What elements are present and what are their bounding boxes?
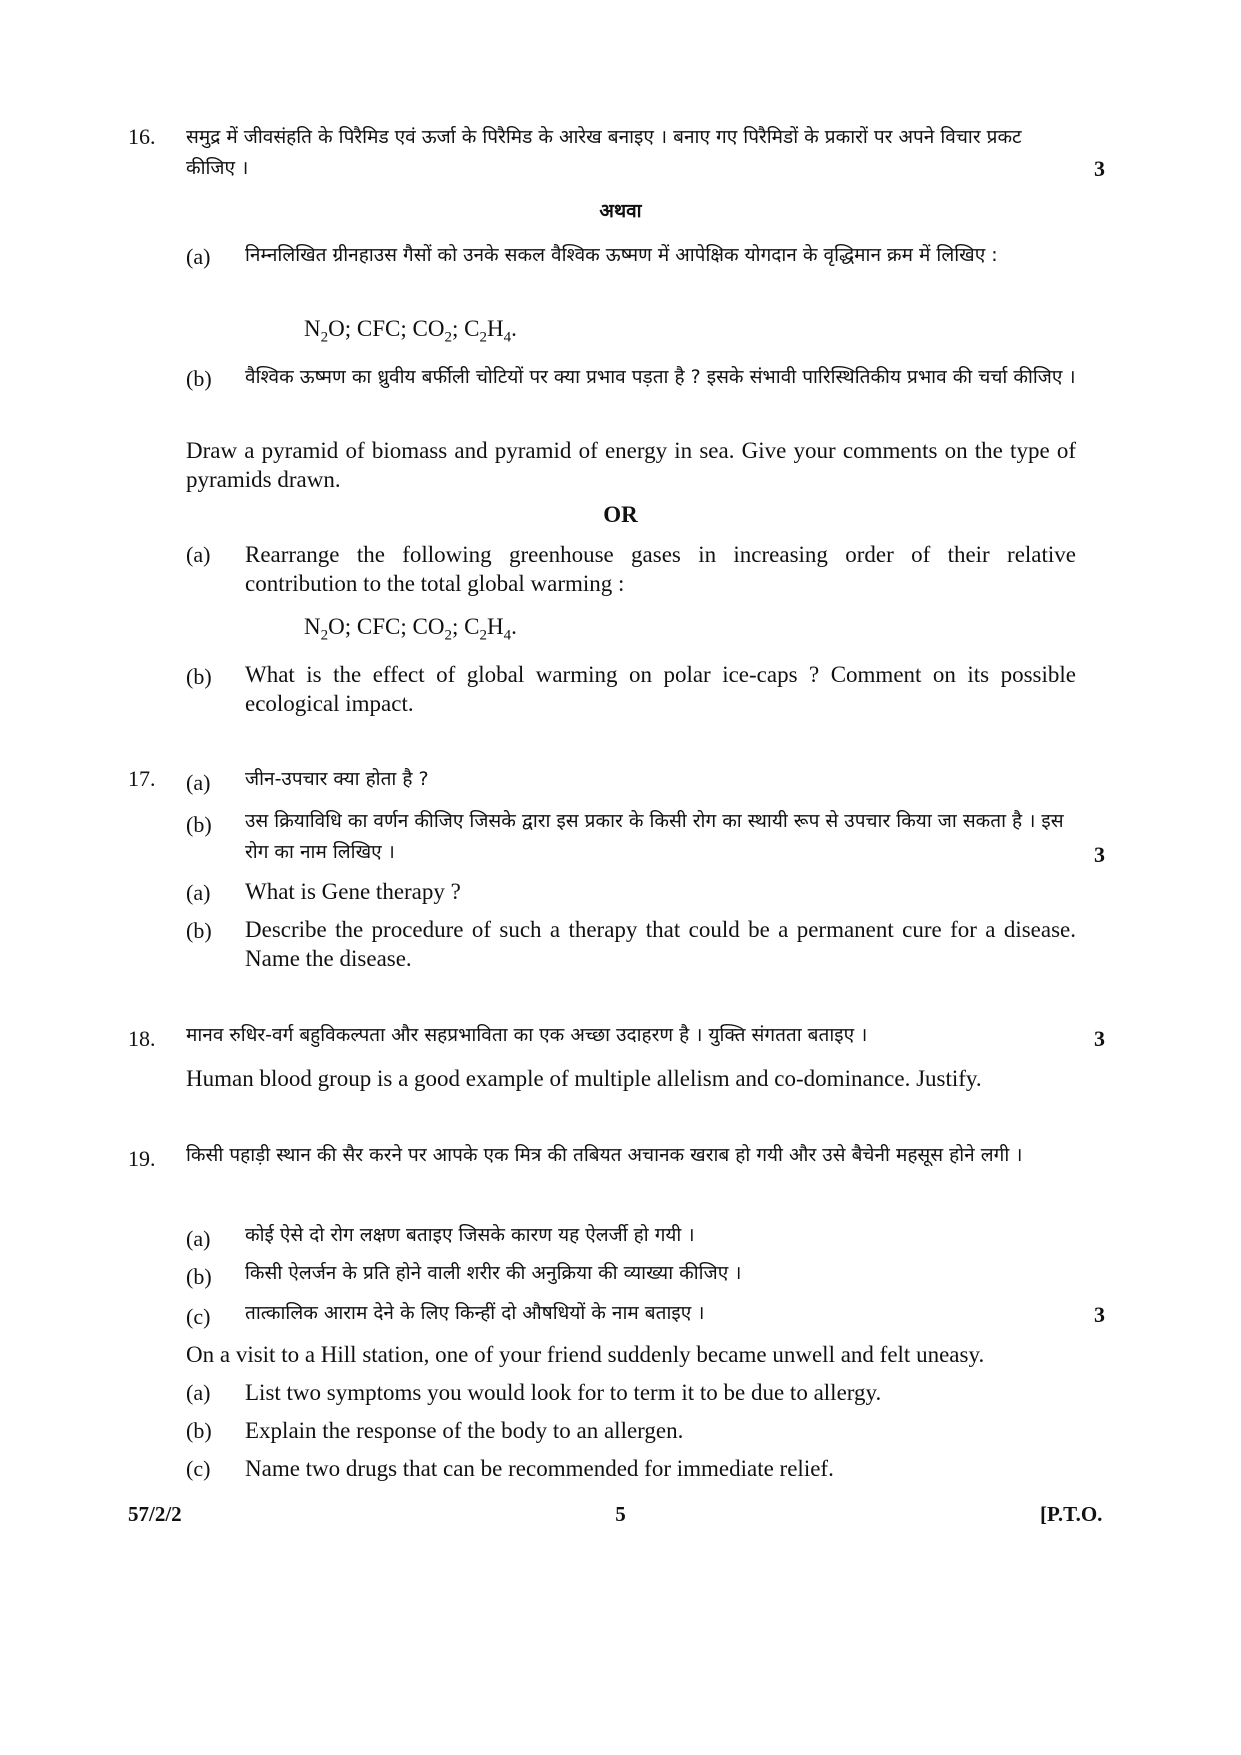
option-text-english: Describe the procedure of such a therapy that could be a permanent cure for a disease. Name the disease.	[245, 917, 1076, 971]
formula-part: .	[511, 614, 517, 639]
option-text-english: List two symptoms you would look for to term it to be due to allergy.	[245, 1380, 882, 1405]
formula-subscript: 4	[503, 329, 512, 346]
option-text-hindi: जीन-उपचार क्या होता है ?	[245, 768, 429, 790]
option-text-hindi: किसी ऐलर्जन के प्रति होने वाली शरीर की अनुक्रिया की व्याख्या कीजिए ।	[245, 1262, 742, 1284]
option-label: (a)	[186, 542, 211, 567]
option-text-english: Rearrange the following greenhouse gases in increasing order of their relative contribution to the total global warming :	[245, 542, 1076, 596]
page-number: 5	[615, 1502, 626, 1526]
option-label: (c)	[186, 1456, 211, 1481]
formula-part: .	[511, 316, 517, 341]
formula-part: O; CFC; CO	[328, 614, 445, 639]
question-number: 18.	[128, 1026, 156, 1051]
formula-part: ; C	[451, 614, 480, 639]
marks: 3	[1094, 1302, 1105, 1327]
question-number: 19.	[128, 1146, 156, 1171]
option-text-hindi: वैश्विक ऊष्मण का ध्रुवीय बर्फीली चोटियों पर क्या प्रभाव पड़ता है ? इसके संभावी पारिस्थितिकीय प्रभाव की चर्चा कीजिए ।	[245, 366, 1076, 388]
option-text-hindi: तात्कालिक आराम देने के लिए किन्हीं दो औषधियों के नाम बताइए ।	[245, 1302, 705, 1324]
formula-part: H	[486, 316, 504, 341]
option-label: (b)	[186, 1264, 212, 1289]
option-label: (a)	[186, 244, 211, 269]
formula-part: O; CFC; CO	[328, 316, 445, 341]
option-label: (a)	[186, 1380, 211, 1405]
or-divider-hindi: अथवा	[599, 200, 642, 222]
question-text-english: On a visit to a Hill station, one of your friend suddenly became unwell and felt uneasy.	[186, 1342, 985, 1367]
option-label: (b)	[186, 812, 212, 837]
paper-code: 57/2/2	[128, 1502, 182, 1526]
formula-part: H	[486, 614, 504, 639]
formula-subscript: 2	[320, 329, 329, 346]
question-text-hindi: समुद्र में जीवसंहति के पिरैमिड एवं ऊर्जा के पिरैमिड के आरेख बनाइए । बनाए गए पिरैमिडों के प्रकारों पर अपने विचार प्रकट कीजिए ।	[186, 126, 1022, 179]
option-text-hindi: उस क्रियाविधि का वर्णन कीजिए जिसके द्वारा इस प्रकार के किसी रोग का स्थायी रूप से उपचार किया जा सकता है । इस रोग का नाम लिखिए ।	[245, 810, 1064, 863]
formula-subscript: 2	[444, 627, 452, 644]
option-text-hindi: निम्नलिखित ग्रीनहाउस गैसों को उनके सकल वैश्विक ऊष्मण में आपेक्षिक योगदान के वृद्धिमान क्रम में लिखिए :	[245, 244, 998, 266]
option-text-english: What is Gene therapy ?	[245, 879, 461, 904]
formula-subscript: 2	[444, 329, 452, 346]
option-text-english: Name two drugs that can be recommended for immediate relief.	[245, 1456, 834, 1481]
question-text-english: Human blood group is a good example of multiple allelism and co-dominance. Justify.	[186, 1066, 982, 1091]
option-label: (a)	[186, 770, 211, 795]
option-text-english: What is the effect of global warming on polar ice-caps ? Comment on its possible ecological impact.	[245, 662, 1076, 716]
formula-subscript: 2	[479, 329, 487, 346]
question-number: 16.	[128, 124, 156, 149]
formula-subscript: 2	[320, 627, 329, 644]
option-label: (b)	[186, 366, 212, 391]
option-label: (b)	[186, 918, 212, 943]
option-text-english: Explain the response of the body to an allergen.	[245, 1418, 684, 1443]
option-label: (c)	[186, 1304, 211, 1329]
formula-subscript: 2	[479, 627, 487, 644]
question-text-hindi: मानव रुधिर-वर्ग बहुविकल्पता और सहप्रभाविता का एक अच्छा उदाहरण है । युक्ति संगतता बताइए ।	[186, 1024, 868, 1046]
pto-label: [P.T.O.	[1040, 1502, 1103, 1526]
formula-part: N	[304, 614, 321, 639]
question-text-hindi: किसी पहाड़ी स्थान की सैर करने पर आपके एक मित्र की तबियत अचानक खराब हो गयी और उसे बैचेनी महसूस होने लगी ।	[186, 1144, 1023, 1166]
option-text-hindi: कोई ऐसे दो रोग लक्षण बताइए जिसके कारण यह ऐलर्जी हो गयी ।	[245, 1224, 695, 1246]
question-number: 17.	[128, 766, 156, 791]
option-label: (a)	[186, 880, 211, 905]
greenhouse-gas-formula	[304, 614, 517, 645]
question-text-english: Draw a pyramid of biomass and pyramid of energy in sea. Give your comments on the type of pyramids drawn.	[186, 438, 1076, 492]
or-divider-english: OR	[603, 502, 638, 527]
option-label: (b)	[186, 1418, 212, 1443]
marks: 3	[1094, 156, 1105, 181]
formula-subscript: 4	[503, 627, 512, 644]
marks: 3	[1094, 1026, 1105, 1051]
formula-part: N	[304, 316, 321, 341]
option-label: (b)	[186, 664, 212, 689]
marks: 3	[1094, 842, 1105, 867]
formula-part: ; C	[451, 316, 480, 341]
option-label: (a)	[186, 1226, 211, 1251]
greenhouse-gas-formula	[304, 316, 517, 347]
